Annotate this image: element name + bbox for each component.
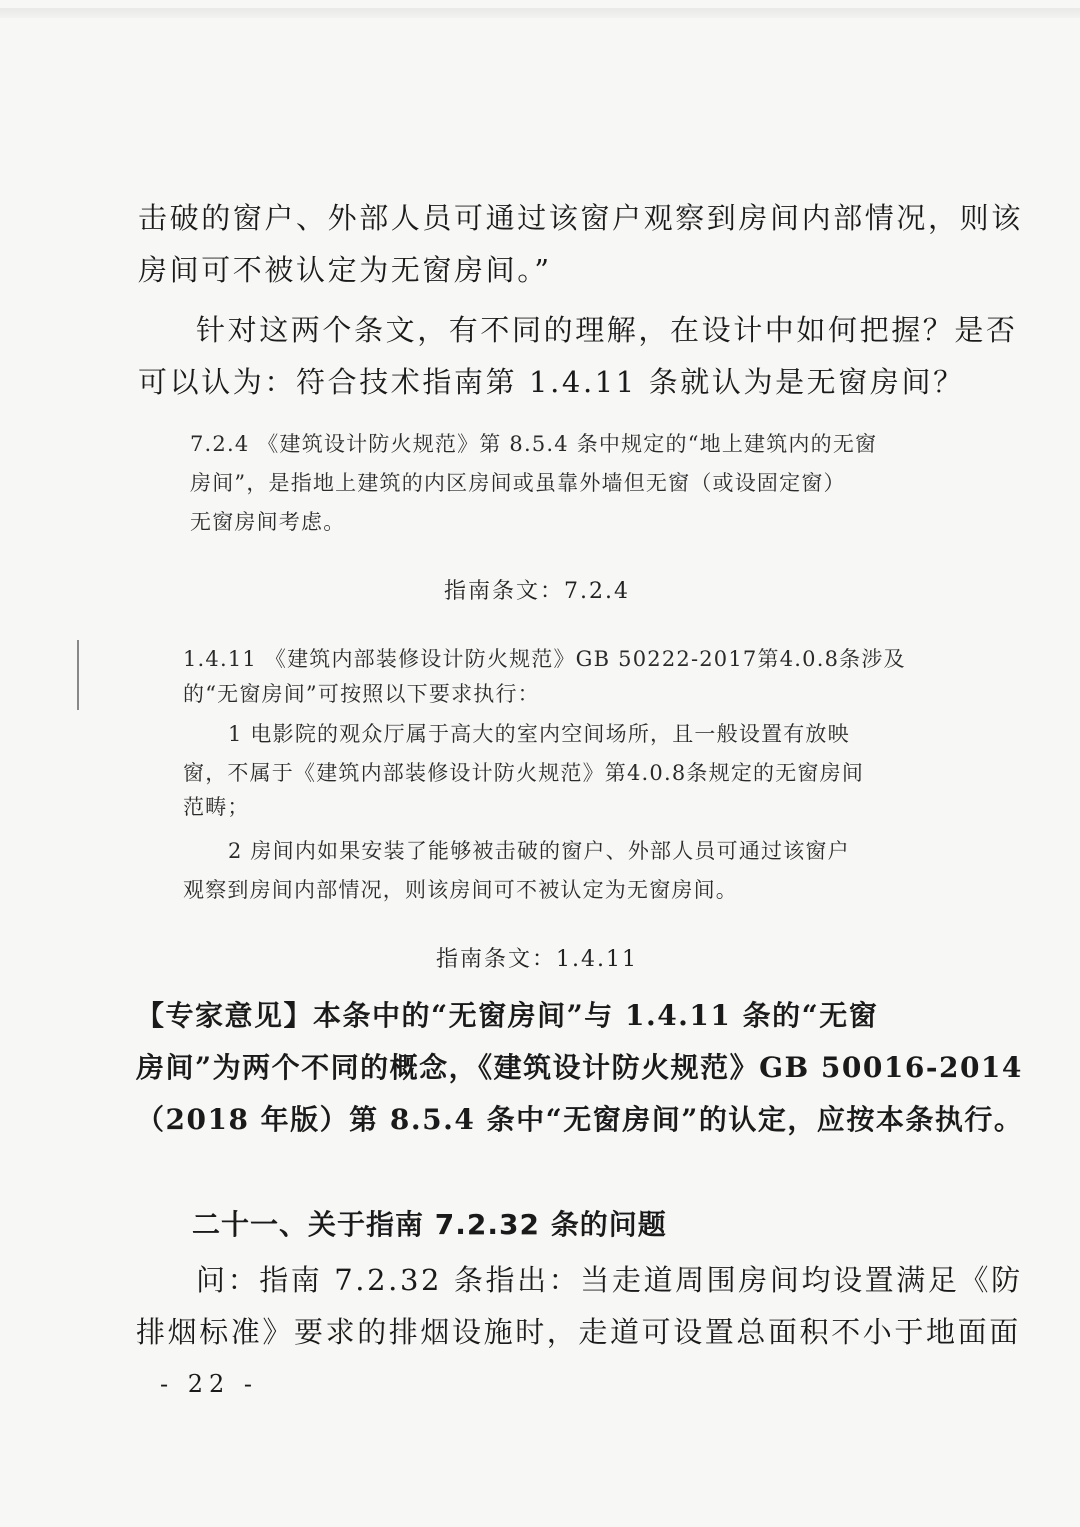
scan-edge (0, 8, 1080, 18)
quote-2-line-5: 范畴； (183, 795, 250, 819)
expert-opinion-line-3: （2018 年版）第 8.5.4 条中“无窗房间”的认定，应按本条执行。 (136, 1103, 1024, 1136)
quote-2-line-1: 1.4.11 《建筑内部装修设计防火规范》GB 50222-2017第4.0.8条涉及 (183, 647, 906, 671)
quote-1-line-2: 房间”，是指地上建筑的内区房间或虽靠外墙但无窗（或设固定窗） (190, 471, 846, 495)
paragraph-1-line-2: 房间可不被认定为无窗房间。” (138, 253, 552, 287)
section-21-line-2: 排烟标准》要求的排烟设施时，走道可设置总面积不小于地面面 (136, 1315, 1021, 1349)
expert-opinion-line-2: 房间”为两个不同的概念，《建筑设计防火规范》GB 50016-2014 (136, 1051, 1023, 1084)
section-21-heading: 二十一、关于指南 7.2.32 条的问题 (192, 1208, 667, 1241)
paragraph-1-line-1: 击破的窗户、外部人员可通过该窗户观察到房间内部情况，则该 (138, 201, 1023, 235)
quote-1-line-1: 7.2.4 《建筑设计防火规范》第 8.5.4 条中规定的“地上建筑内的无窗 (190, 432, 878, 456)
section-21-line-1: 问：指南 7.2.32 条指出：当走道周围房间均设置满足《防 (196, 1263, 1023, 1297)
quote-2-line-3: 1 电影院的观众厅属于高大的室内空间场所，且一般设置有放映 (228, 722, 850, 746)
quote-1-line-3: 无窗房间考虑。 (190, 510, 346, 534)
quote-2-line-6: 2 房间内如果安装了能够被击破的窗户、外部人员可通过该窗户 (228, 839, 850, 863)
quote-2-caption: 指南条文：1.4.11 (436, 947, 638, 972)
quote-2-line-4: 窗，不属于《建筑内部装修设计防火规范》第4.0.8条规定的无窗房间 (183, 761, 865, 785)
paragraph-2-line-2: 可以认为：符合技术指南第 1.4.11 条就认为是无窗房间？ (138, 365, 965, 399)
quote-2-line-2: 的“无窗房间”可按照以下要求执行： (183, 682, 540, 706)
page-number: - 22 - (160, 1370, 259, 1398)
quote-2-line-7: 观察到房间内部情况，则该房间可不被认定为无窗房间。 (183, 878, 738, 902)
quote-1-caption: 指南条文：7.2.4 (444, 579, 630, 604)
margin-mark (77, 640, 79, 710)
paragraph-2-line-1: 针对这两个条文，有不同的理解，在设计中如何把握？是否 (196, 313, 1018, 347)
expert-opinion-line-1: 【专家意见】本条中的“无窗房间”与 1.4.11 条的“无窗 (136, 999, 879, 1032)
